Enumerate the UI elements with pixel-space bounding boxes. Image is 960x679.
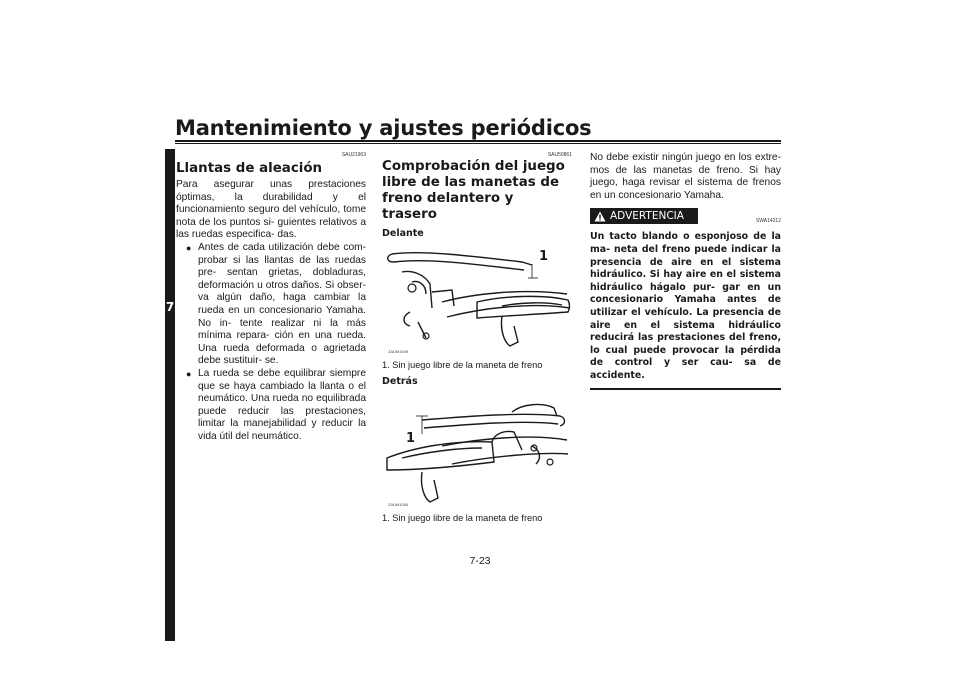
figure-code: ZAUM1050 [388,502,409,507]
front-callout-number: 1 [539,249,549,264]
intro-paragraph: Para asegurar unas prestaciones óptimas, la durabilidad y el funcionamiento seguro del vehículo, tome nota de los puntos si- guientes relativos a las ruedas especifica- das. [176,179,366,241]
bullet-list [176,242,366,444]
front-brake-lever-figure [382,242,572,357]
column-brake-warning [590,152,781,390]
warning-code: SWA14212 [755,218,781,225]
section-code: SAU21963 [341,152,366,158]
list-item [176,368,366,444]
front-label: Delante [382,228,424,239]
list-item-text: Antes de cada utilización debe com- probar si las llantas de las ruedas pre- sentan grietas, dobladuras, deformación u otros daños. Si obser- va algún daño, haga cambiar la rueda en un concesionario Yamaha. No in- tente realizar ni la más mínima repara- ción en una rueda. Una rueda deformada o agrietada debe sustituir- se. [198,241,366,367]
column-alloy-wheels [176,152,366,443]
warning-end-rule [590,388,781,390]
rear-brake-lever-figure [382,390,572,510]
warning-header [590,208,781,224]
front-caption: 1. Sin juego libre de la maneta de freno [382,360,543,370]
warning-triangle-icon [594,211,606,222]
figure-code: ZAUM1049 [388,349,409,354]
section-code: SAU50861 [547,152,572,158]
front-lever-illustration [382,242,572,357]
bullet-icon: ● [186,368,192,379]
list-item [176,242,366,368]
title-rule-thin [175,143,781,144]
list-item-text: La rueda se debe equilibrar siempre que se haya cambiado la llanta o el neumático. Una rueda no equilibrada puede reducir las prestaciones, limitar la manejabilidad y reducir la vida útil del neumático. [198,367,366,442]
chapter-tab [165,149,175,641]
rear-callout-number: 1 [406,431,416,446]
rear-label: Detrás [382,376,418,387]
section-heading: Comprobación del juego libre de las manetas de freno delantero y trasero [382,159,565,222]
body-paragraph: No debe existir ningún juego en los extre- mos de las manetas de freno. Si hay juego, haga revisar el sistema de frenos en un concesionario Yamaha. [590,152,781,201]
bullet-icon: ● [186,242,192,253]
column-brake-lever-check [382,152,572,524]
warning-badge [590,208,698,224]
page-number: 7-23 [469,555,491,567]
title-rule [175,140,781,142]
rear-caption: 1. Sin juego libre de la maneta de freno [382,513,543,523]
warning-text: Un tacto blando o esponjoso de la ma- neta del freno puede indicar la presencia de aire en el sistema hidráulico. Si hay aire en el sistema hidráulico hágalo pur- gar en un concesionario Yamaha antes de utilizar el vehículo. La presencia de aire en el sistema hidráulico reducirá las prestaciones del freno, lo cual puede provocar la pérdida de control y ser cau- sa de accidente. [590,231,781,381]
warning-label: ADVERTENCIA [610,210,684,223]
page-title: Mantenimiento y ajustes periódicos [175,116,592,140]
rear-lever-illustration [382,390,572,510]
chapter-number: 7 [165,300,175,314]
section-heading: Llantas de aleación [176,161,323,176]
